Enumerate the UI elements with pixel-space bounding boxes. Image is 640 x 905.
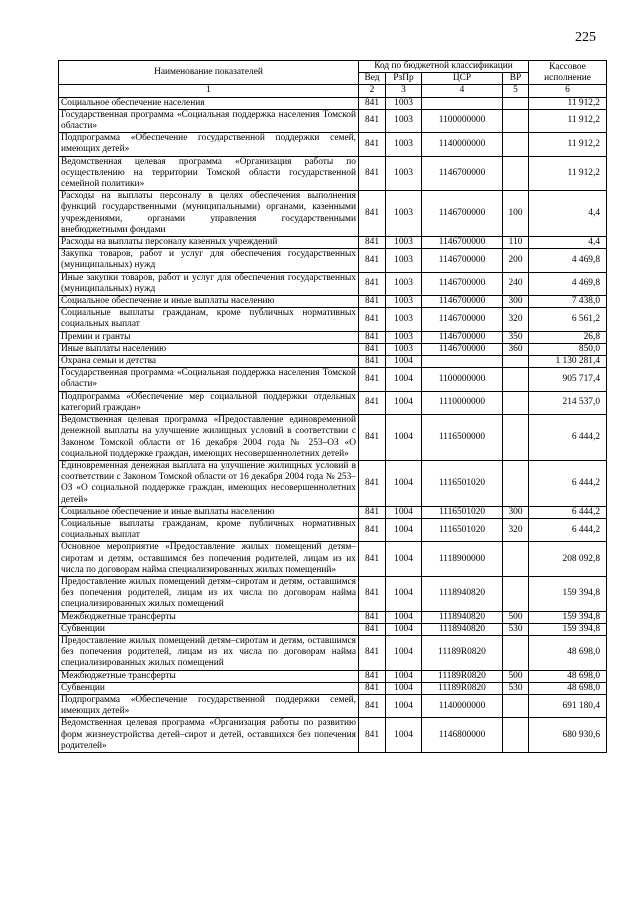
cell-vr: 320: [503, 518, 529, 541]
cell-amount: 6 444,2: [529, 460, 607, 506]
cell-rzpr: 1004: [386, 460, 422, 506]
cell-amount: 26,8: [529, 331, 607, 343]
cell-amount: 850,0: [529, 343, 607, 355]
column-number: 3: [386, 85, 422, 97]
cell-ved: 841: [359, 249, 386, 272]
cell-ved: 841: [359, 368, 386, 391]
cell-amount: 48 698,0: [529, 682, 607, 694]
cell-vr: [503, 391, 529, 414]
table-row: [59, 460, 607, 506]
cell-name: Закупка товаров, работ и услуг для обеспечения государственных (муниципальных) нужд: [59, 249, 359, 272]
cell-vr: 300: [503, 296, 529, 308]
table-row: [59, 391, 607, 414]
cell-amount: 6 444,2: [529, 518, 607, 541]
cell-vr: [503, 542, 529, 577]
cell-vr: [503, 694, 529, 717]
cell-amount: 11 912,2: [529, 109, 607, 132]
cell-amount: 208 092,8: [529, 542, 607, 577]
cell-ved: 841: [359, 133, 386, 156]
cell-csr: 1146700000: [422, 331, 503, 343]
cell-amount: 691 180,4: [529, 694, 607, 717]
cell-name: Социальное обеспечение населения: [59, 97, 359, 109]
cell-rzpr: 1004: [386, 518, 422, 541]
cell-vr: 500: [503, 670, 529, 682]
cell-ved: 841: [359, 156, 386, 191]
header-code-group: Код по бюджетной классификации: [359, 61, 529, 73]
cell-ved: 841: [359, 635, 386, 670]
table-row: [59, 718, 607, 753]
cell-name: Социальные выплаты гражданам, кроме публичных нормативных социальных выплат: [59, 518, 359, 541]
cell-amount: 1 130 281,4: [529, 356, 607, 368]
table-row: [59, 623, 607, 635]
cell-rzpr: 1004: [386, 623, 422, 635]
cell-rzpr: 1003: [386, 191, 422, 237]
cell-rzpr: 1004: [386, 368, 422, 391]
cell-csr: 1146800000: [422, 718, 503, 753]
cell-amount: 4 469,8: [529, 272, 607, 295]
cell-name: Подпрограмма «Обеспечение государственной поддержки семей, имеющих детей»: [59, 133, 359, 156]
cell-ved: 841: [359, 97, 386, 109]
cell-name: Ведомственная целевая программа «Организация работы по осуществлению на территории Томской области государственной семейной политики»: [59, 156, 359, 191]
cell-name: Расходы на выплаты персоналу казенных учреждений: [59, 237, 359, 249]
cell-amount: 11 912,2: [529, 156, 607, 191]
cell-ved: 841: [359, 611, 386, 623]
header-row: [59, 61, 607, 73]
cell-rzpr: 1004: [386, 718, 422, 753]
cell-csr: 1110000000: [422, 391, 503, 414]
cell-rzpr: 1003: [386, 237, 422, 249]
table-row: [59, 576, 607, 611]
cell-csr: 1116501020: [422, 506, 503, 518]
cell-name: Премии и гранты: [59, 331, 359, 343]
cell-ved: 841: [359, 191, 386, 237]
cell-ved: 841: [359, 308, 386, 331]
cell-rzpr: 1004: [386, 506, 422, 518]
cell-csr: 1100000000: [422, 109, 503, 132]
cell-name: Ведомственная целевая программа «Предоставление единовременной денежной выплаты на улучшение жилищных условий в соответствии с Законом Томской области от 16 декабря 2004 года № 253–ОЗ «О социальной поддержке граждан, имеющих несовершеннолетних детей»: [59, 415, 359, 461]
cell-name: Социальное обеспечение и иные выплаты населению: [59, 296, 359, 308]
cell-vr: [503, 635, 529, 670]
page-number: 225: [575, 30, 596, 45]
cell-vr: 320: [503, 308, 529, 331]
cell-ved: 841: [359, 670, 386, 682]
cell-ved: 841: [359, 694, 386, 717]
table-row: [59, 156, 607, 191]
cell-name: Предоставление жилых помещений детям–сиротам и детям, оставшимся без попечения родителей, лицам из их числа по договорам найма специализированных жилых помещений: [59, 635, 359, 670]
cell-name: Субвенции: [59, 682, 359, 694]
table-row: [59, 191, 607, 237]
cell-vr: 300: [503, 506, 529, 518]
table-row: [59, 368, 607, 391]
cell-vr: [503, 415, 529, 461]
cell-vr: [503, 576, 529, 611]
cell-ved: 841: [359, 576, 386, 611]
cell-name: Межбюджетные трансферты: [59, 611, 359, 623]
cell-vr: 530: [503, 682, 529, 694]
cell-ved: 841: [359, 237, 386, 249]
cell-csr: 1146700000: [422, 237, 503, 249]
cell-csr: [422, 97, 503, 109]
cell-rzpr: 1003: [386, 156, 422, 191]
cell-vr: [503, 133, 529, 156]
cell-csr: 1118900000: [422, 542, 503, 577]
cell-vr: 500: [503, 611, 529, 623]
header-csr: ЦСР: [422, 73, 503, 85]
cell-ved: 841: [359, 391, 386, 414]
cell-amount: 905 717,4: [529, 368, 607, 391]
table-row: [59, 635, 607, 670]
cell-rzpr: 1004: [386, 542, 422, 577]
cell-name: Иные выплаты населению: [59, 343, 359, 355]
cell-csr: 1118940820: [422, 623, 503, 635]
cell-csr: 1118940820: [422, 611, 503, 623]
cell-vr: [503, 460, 529, 506]
cell-amount: 7 438,0: [529, 296, 607, 308]
cell-name: Социальные выплаты гражданам, кроме публичных нормативных социальных выплат: [59, 308, 359, 331]
cell-vr: 100: [503, 191, 529, 237]
cell-ved: 841: [359, 506, 386, 518]
cell-ved: 841: [359, 356, 386, 368]
cell-csr: 1100000000: [422, 368, 503, 391]
cell-name: Ведомственная целевая программа «Организация работы по развитию форм жизнеустройства детей–сирот и детей, оставшихся без попечения родителей»: [59, 718, 359, 753]
cell-csr: 1146700000: [422, 296, 503, 308]
cell-rzpr: 1004: [386, 576, 422, 611]
column-number-row: [59, 85, 607, 97]
cell-ved: 841: [359, 272, 386, 295]
table-row: [59, 237, 607, 249]
cell-rzpr: 1004: [386, 682, 422, 694]
cell-rzpr: 1004: [386, 415, 422, 461]
cell-vr: 530: [503, 623, 529, 635]
cell-csr: 1146700000: [422, 156, 503, 191]
cell-rzpr: 1004: [386, 611, 422, 623]
header-vr: ВР: [503, 73, 529, 85]
cell-amount: 159 394,8: [529, 576, 607, 611]
header-rzpr: РзПр: [386, 73, 422, 85]
cell-amount: 48 698,0: [529, 670, 607, 682]
table-body: [59, 97, 607, 752]
table-row: [59, 670, 607, 682]
cell-vr: [503, 109, 529, 132]
cell-ved: 841: [359, 518, 386, 541]
cell-rzpr: 1003: [386, 97, 422, 109]
cell-amount: 11 912,2: [529, 97, 607, 109]
cell-rzpr: 1003: [386, 109, 422, 132]
cell-rzpr: 1004: [386, 635, 422, 670]
table-row: [59, 415, 607, 461]
cell-amount: 680 930,6: [529, 718, 607, 753]
cell-vr: [503, 718, 529, 753]
cell-vr: 360: [503, 343, 529, 355]
cell-amount: 4 469,8: [529, 249, 607, 272]
cell-csr: 1146700000: [422, 308, 503, 331]
cell-name: Подпрограмма «Обеспечение мер социальной поддержки отдельных категорий граждан»: [59, 391, 359, 414]
table-row: [59, 694, 607, 717]
cell-rzpr: 1004: [386, 356, 422, 368]
cell-name: Государственная программа «Социальная поддержка населения Томской области»: [59, 109, 359, 132]
cell-ved: 841: [359, 682, 386, 694]
cell-amount: 6 444,2: [529, 415, 607, 461]
budget-table: [58, 60, 607, 753]
cell-csr: 1116501020: [422, 518, 503, 541]
cell-vr: 350: [503, 331, 529, 343]
cell-csr: 1116500000: [422, 415, 503, 461]
cell-rzpr: 1003: [386, 249, 422, 272]
cell-ved: 841: [359, 415, 386, 461]
table-row: [59, 249, 607, 272]
column-number: 4: [422, 85, 503, 97]
table-row: [59, 133, 607, 156]
cell-csr: [422, 356, 503, 368]
table-row: [59, 272, 607, 295]
cell-rzpr: 1003: [386, 343, 422, 355]
cell-amount: 4,4: [529, 237, 607, 249]
cell-amount: 159 394,8: [529, 611, 607, 623]
cell-csr: 1146700000: [422, 272, 503, 295]
cell-vr: [503, 97, 529, 109]
cell-csr: 1118940820: [422, 576, 503, 611]
cell-csr: 1146700000: [422, 249, 503, 272]
cell-ved: 841: [359, 718, 386, 753]
cell-vr: 240: [503, 272, 529, 295]
cell-csr: 1140000000: [422, 133, 503, 156]
cell-vr: [503, 156, 529, 191]
header-cash: Кассовое исполнение: [529, 61, 607, 85]
cell-ved: 841: [359, 623, 386, 635]
column-number: 6: [529, 85, 607, 97]
cell-rzpr: 1003: [386, 296, 422, 308]
cell-rzpr: 1003: [386, 133, 422, 156]
column-number: 1: [59, 85, 359, 97]
table-row: [59, 356, 607, 368]
column-number: 5: [503, 85, 529, 97]
cell-ved: 841: [359, 296, 386, 308]
cell-name: Социальное обеспечение и иные выплаты населению: [59, 506, 359, 518]
column-number: 2: [359, 85, 386, 97]
cell-amount: 214 537,0: [529, 391, 607, 414]
table-row: [59, 611, 607, 623]
cell-vr: 200: [503, 249, 529, 272]
header-ved: Вед: [359, 73, 386, 85]
cell-rzpr: 1003: [386, 272, 422, 295]
cell-name: Основное мероприятие «Предоставление жилых помещений детям–сиротам и детям, оставшимся без попечения родителей, лицам из их числа по договорам найма специализированных жилых помещений»: [59, 542, 359, 577]
cell-name: Охрана семьи и детства: [59, 356, 359, 368]
table-row: [59, 542, 607, 577]
table-row: [59, 296, 607, 308]
cell-amount: 11 912,2: [529, 133, 607, 156]
table-row: [59, 331, 607, 343]
cell-csr: 1116501020: [422, 460, 503, 506]
cell-amount: 6 561,2: [529, 308, 607, 331]
cell-csr: 1146700000: [422, 191, 503, 237]
cell-csr: 1146700000: [422, 343, 503, 355]
table-row: [59, 308, 607, 331]
cell-name: Подпрограмма «Обеспечение государственной поддержки семей, имеющих детей»: [59, 694, 359, 717]
cell-name: Расходы на выплаты персоналу в целях обеспечения выполнения функций государственными (муниципальными) органами, казенными учреждениями, органами управления государственными внебюджетными фондами: [59, 191, 359, 237]
table-row: [59, 109, 607, 132]
cell-ved: 841: [359, 109, 386, 132]
cell-ved: 841: [359, 542, 386, 577]
cell-rzpr: 1004: [386, 694, 422, 717]
table-row: [59, 506, 607, 518]
cell-name: Субвенции: [59, 623, 359, 635]
cell-name: Межбюджетные трансферты: [59, 670, 359, 682]
cell-rzpr: 1003: [386, 308, 422, 331]
cell-rzpr: 1004: [386, 391, 422, 414]
cell-name: Единовременная денежная выплата на улучшение жилищных условий в соответствии с Законом Томской области от 16 декабря 2004 года № 253–ОЗ «О социальной поддержке граждан, имеющих несовершеннолетних детей»: [59, 460, 359, 506]
table-row: [59, 682, 607, 694]
cell-vr: 110: [503, 237, 529, 249]
cell-csr: 11189R0820: [422, 670, 503, 682]
table-row: [59, 518, 607, 541]
header-name: Наименование показателей: [59, 61, 359, 85]
cell-amount: 4,4: [529, 191, 607, 237]
cell-amount: 48 698,0: [529, 635, 607, 670]
cell-ved: 841: [359, 331, 386, 343]
cell-csr: 11189R0820: [422, 682, 503, 694]
cell-name: Предоставление жилых помещений детям–сиротам и детям, оставшимся без попечения родителей, лицам из их числа по договорам найма специализированных жилых помещений: [59, 576, 359, 611]
cell-name: Государственная программа «Социальная поддержка населения Томской области»: [59, 368, 359, 391]
cell-vr: [503, 356, 529, 368]
table-row: [59, 343, 607, 355]
cell-amount: 6 444,2: [529, 506, 607, 518]
cell-amount: 159 394,8: [529, 623, 607, 635]
cell-csr: 1140000000: [422, 694, 503, 717]
cell-csr: 11189R0820: [422, 635, 503, 670]
cell-rzpr: 1003: [386, 331, 422, 343]
cell-vr: [503, 368, 529, 391]
cell-ved: 841: [359, 343, 386, 355]
cell-rzpr: 1004: [386, 670, 422, 682]
cell-name: Иные закупки товаров, работ и услуг для обеспечения государственных (муниципальных) нужд: [59, 272, 359, 295]
table-row: [59, 97, 607, 109]
cell-ved: 841: [359, 460, 386, 506]
